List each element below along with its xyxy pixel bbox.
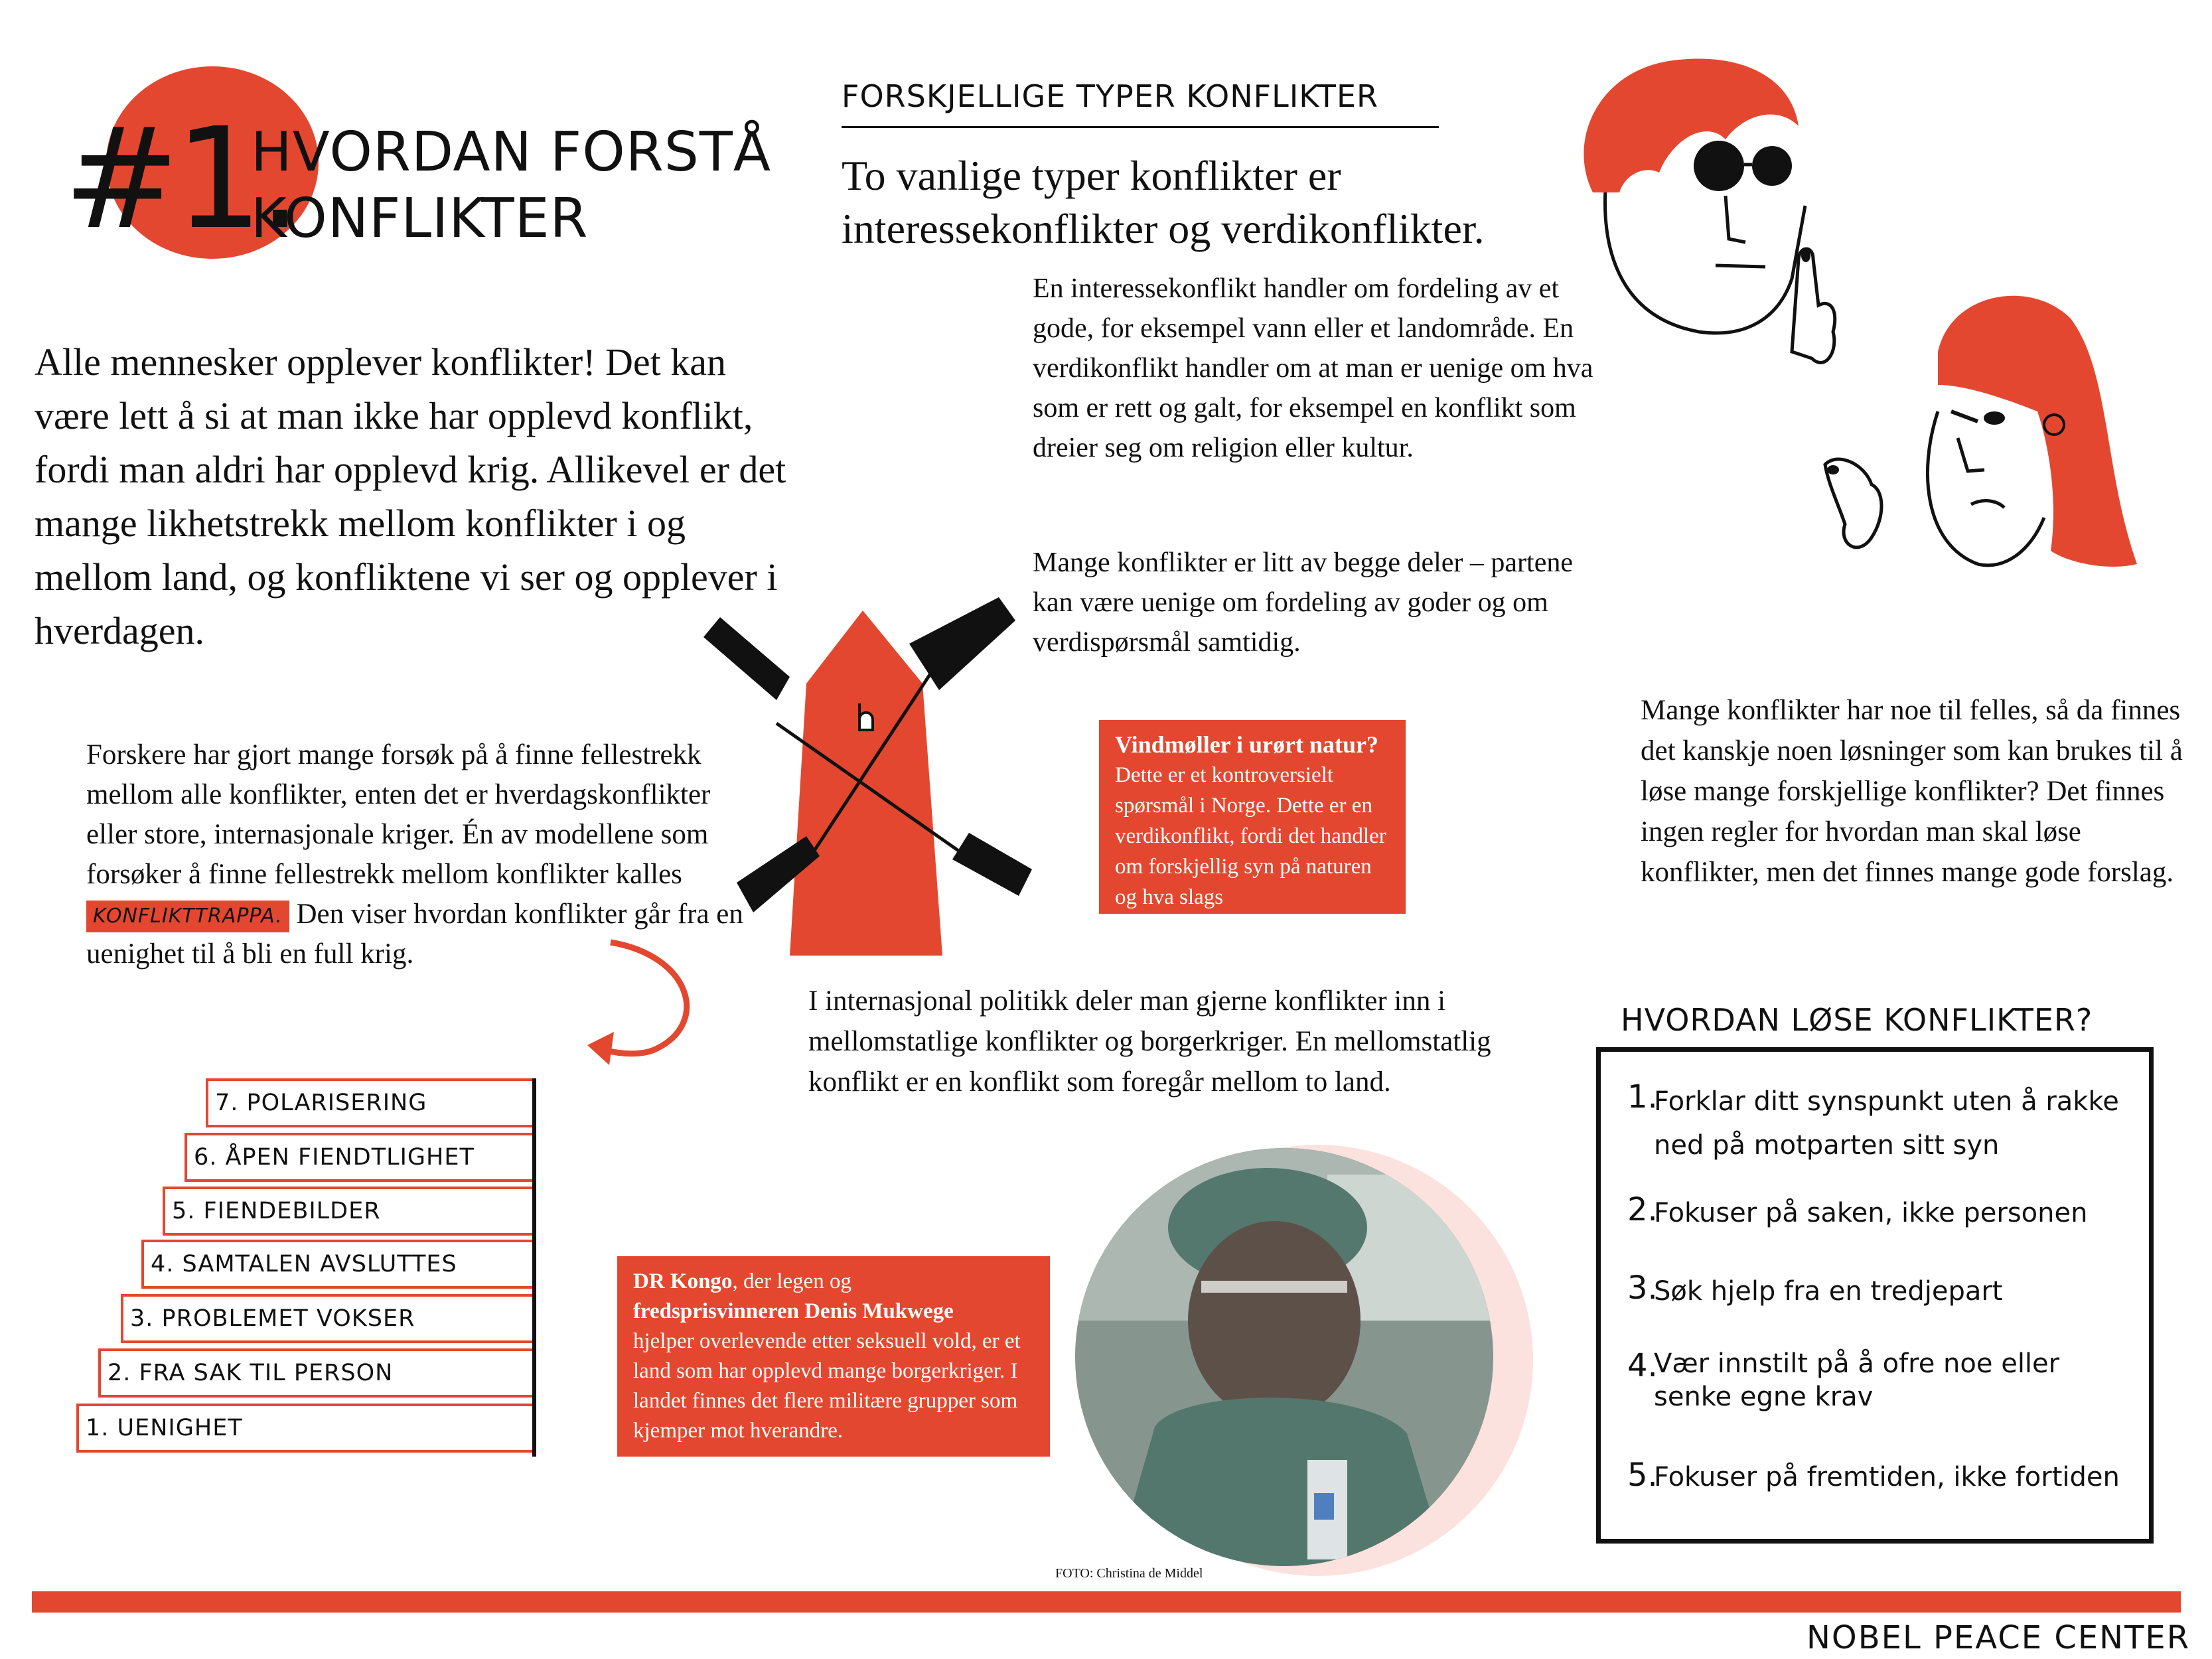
windmill-info-title: Vindmøller i urørt natur? bbox=[1115, 731, 1378, 758]
stair-step-6: 6. ÅPEN FIENDTLIGHET bbox=[184, 1133, 534, 1182]
stair-post bbox=[532, 1078, 536, 1457]
photo-credit: FOTO: Christina de Middel bbox=[1055, 1566, 1203, 1581]
footer-bar bbox=[32, 1591, 2181, 1613]
page-title-line2: KONFLIKTER bbox=[251, 187, 589, 250]
title-number: #1. bbox=[63, 98, 297, 260]
research-text-before: Forskere har gjort mange forsøk på å finne fellestrekk mellom alle konflikter, enten det er hverdagskonflikter eller store, internasjonale kriger. Én av modellene som forsøker å finne fellestrekk mellom konflikter kalles bbox=[86, 739, 711, 890]
types-lead: To vanlige typer konflikter er interessekonflikter og verdikonflikter. bbox=[842, 152, 1485, 252]
stair-step-1: 1. UENIGHET bbox=[76, 1404, 534, 1453]
solve-item-2: Fokuser på saken, ikke personen bbox=[1654, 1198, 2088, 1228]
page-title bbox=[251, 119, 771, 252]
stair-step-5: 5. FIENDEBILDER bbox=[163, 1187, 534, 1236]
solve-list-box bbox=[1596, 1047, 2154, 1544]
drc-text-2: hjelper overlevende etter seksuell vold, er et land som har opplevd mange borgerkriger. I landet finnes det flere militære grupper som kjemper mot hverandre. bbox=[633, 1329, 1021, 1443]
politics-paragraph: I internasjonal politikk deler man gjerne konflikter inn i mellomstatlige konflikter og borgerkriger. En mellomstatlig konflikt er en konflikt som foregår mellom to land. bbox=[808, 985, 1491, 1098]
konflikttrappa-tag: KONFLIKTTRAPPA. bbox=[86, 901, 289, 932]
types-paragraph-1: En interessekonflikt handler om fordeling av et gode, for eksempel vann eller et landområde. En verdikonflikt handler om at man er uenige om hva som er rett og galt, for eksempel en konflikt som dreier seg om religion eller kultur. bbox=[1033, 273, 1593, 463]
solve-item-5: Fokuser på fremtiden, ikke fortiden bbox=[1654, 1462, 2120, 1492]
curved-arrow bbox=[584, 929, 743, 1088]
stair-step-2: 2. FRA SAK TIL PERSON bbox=[98, 1348, 534, 1398]
arguing-faces-illustration bbox=[1526, 40, 2190, 637]
drc-info-box bbox=[617, 1256, 1050, 1457]
windmill-info-box bbox=[1099, 720, 1406, 914]
surgeon-photo-illustration bbox=[1075, 1148, 1493, 1566]
drc-text-1: , der legen og bbox=[732, 1269, 852, 1293]
stair-step-3: 3. PROBLEMET VOKSER bbox=[121, 1294, 534, 1343]
solve-num-3: 3. bbox=[1627, 1269, 1658, 1307]
types-heading: FORSKJELLIGE TYPER KONFLIKTER bbox=[842, 78, 1379, 114]
drc-bold-country: DR Kongo bbox=[633, 1269, 733, 1293]
windmill-info-text: Dette er et kontroversielt spørsmål i Norge. Dette er en verdikonflikt, fordi det handler om forskjellig syn på naturen og hva slags bbox=[1115, 763, 1386, 909]
drc-bold-name: fredsprisvinneren Denis Mukwege bbox=[633, 1299, 954, 1323]
solve-num-5: 5. bbox=[1627, 1457, 1658, 1494]
solve-item-3: Søk hjelp fra en tredjepart bbox=[1654, 1276, 2003, 1307]
types-divider bbox=[842, 126, 1439, 128]
page-title-line1: HVORDAN FORSTÅ bbox=[251, 121, 771, 184]
solve-num-1: 1. bbox=[1627, 1078, 1658, 1116]
stair-step-7: 7. POLARISERING bbox=[206, 1078, 534, 1127]
solve-num-2: 2. bbox=[1627, 1191, 1658, 1228]
solve-item-4: Vær innstilt på å ofre noe eller senke egne krav bbox=[1654, 1348, 2060, 1412]
common-features-paragraph: Mange konflikter har noe til felles, så da finnes det kanskje noen løsninger som kan brukes til å løse mange forskjellige konflikter? Det finnes ingen regler for hvordan man skal løse konflikter, men det finnes mange gode forslag. bbox=[1641, 695, 2183, 888]
types-paragraph-2: Mange konflikter er litt av begge deler – partene kan være uenige om fordeling av goder og om verdispørsmål samtidig. bbox=[1033, 547, 1573, 658]
footer-brand: NOBEL PEACE CENTER bbox=[1806, 1619, 2191, 1656]
solve-item-1: Forklar ditt synspunkt uten å rakke ned på motparten sitt syn bbox=[1654, 1086, 2119, 1161]
research-text-after: Den viser hvordan konflikter går fra en uenighet til å bli en full krig. bbox=[86, 899, 743, 970]
solve-heading: HVORDAN LØSE KONFLIKTER? bbox=[1621, 1002, 2093, 1038]
mukwege-photo bbox=[1075, 1148, 1493, 1566]
stair-step-4: 4. SAMTALEN AVSLUTTES bbox=[141, 1240, 534, 1289]
intro-paragraph: Alle mennesker opplever konflikter! Det kan være lett å si at man ikke har opplevd konflikt, fordi man aldri har opplevd krig. Allikevel er det mange likhetstrekk mellom konflikter i og mellom land, og konfliktene vi ser og opplever i hverdagen. bbox=[35, 340, 786, 652]
solve-num-4: 4. bbox=[1627, 1347, 1658, 1384]
